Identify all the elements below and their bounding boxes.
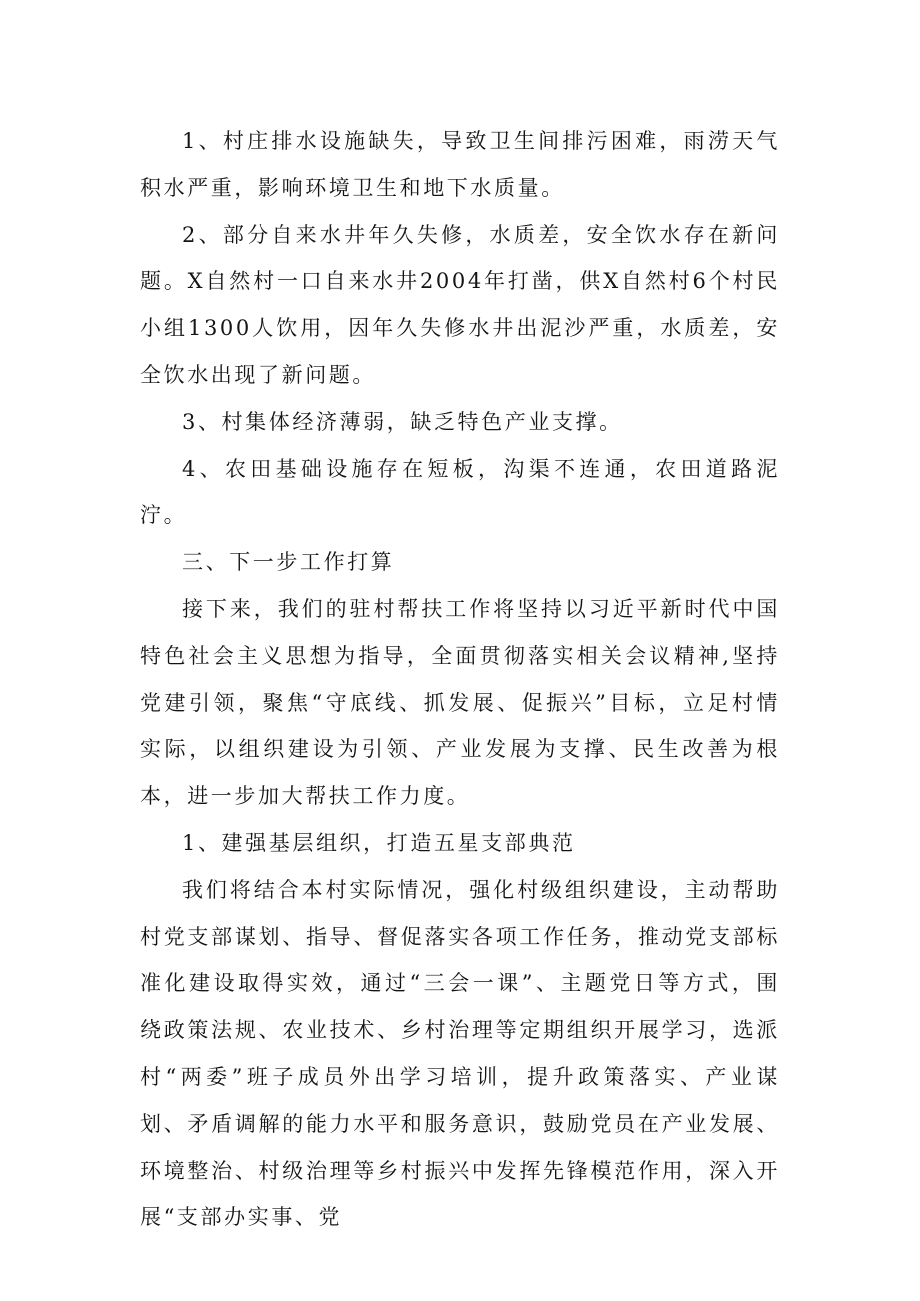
paragraph-next-steps-intro: 接下来，我们的驻村帮扶工作将坚持以习近平新时代中国特色社会主义思想为指导，全面贯彻落实相关会议精神,坚持党建引领，聚焦“守底线、抓发展、促振兴”目标，立足村情实际，以组织建设为引领、产业发展为支撑、民生改善为根本，进一步加大帮扶工作力度。 [140, 596, 780, 809]
paragraph-farmland-infrastructure-issue: 4、农田基础设施存在短板，沟渠不连通，农田道路泥泞。 [140, 456, 780, 528]
paragraph-collective-economy-issue: 3、村集体经济薄弱，缺乏特色产业支撑。 [182, 409, 623, 434]
paragraph-organization-building: 我们将结合本村实际情况，强化村级组织建设，主动帮助村党支部谋划、指导、督促落实各项工作任务，推动党支部标准化建设取得实效，通过“三会一课”、主题党日等方式，围绕政策法规、农业技术、乡村治理等定期组织开展学习，选派村“两委”班子成员外出学习培训，提升政策落实、产业谋划、矛盾调解的能力水平和服务意识，鼓励党员在产业发展、环境整治、村级治理等乡村振兴中发挥先锋模范作用，深入开展“支部办实事、党 [140, 877, 780, 1230]
section-heading-next-steps: 三、下一步工作打算 [182, 550, 395, 575]
document-body [140, 118, 780, 1241]
subheading-grassroots-organization: 1、建强基层组织，打造五星支部典范 [182, 830, 576, 855]
paragraph-water-well-issue: 2、部分自来水井年久失修，水质差，安全饮水存在新问题。X自然村一口自来水井2004年打凿，供X自然村6个村民小组1300人饮用，因年久失修水井出泥沙严重，水质差，安全饮水出现了新问题。 [140, 222, 780, 387]
paragraph-drainage-issue: 1、村庄排水设施缺失，导致卫生间排污困难，雨涝天气积水严重，影响环境卫生和地下水质量。 [140, 129, 780, 200]
